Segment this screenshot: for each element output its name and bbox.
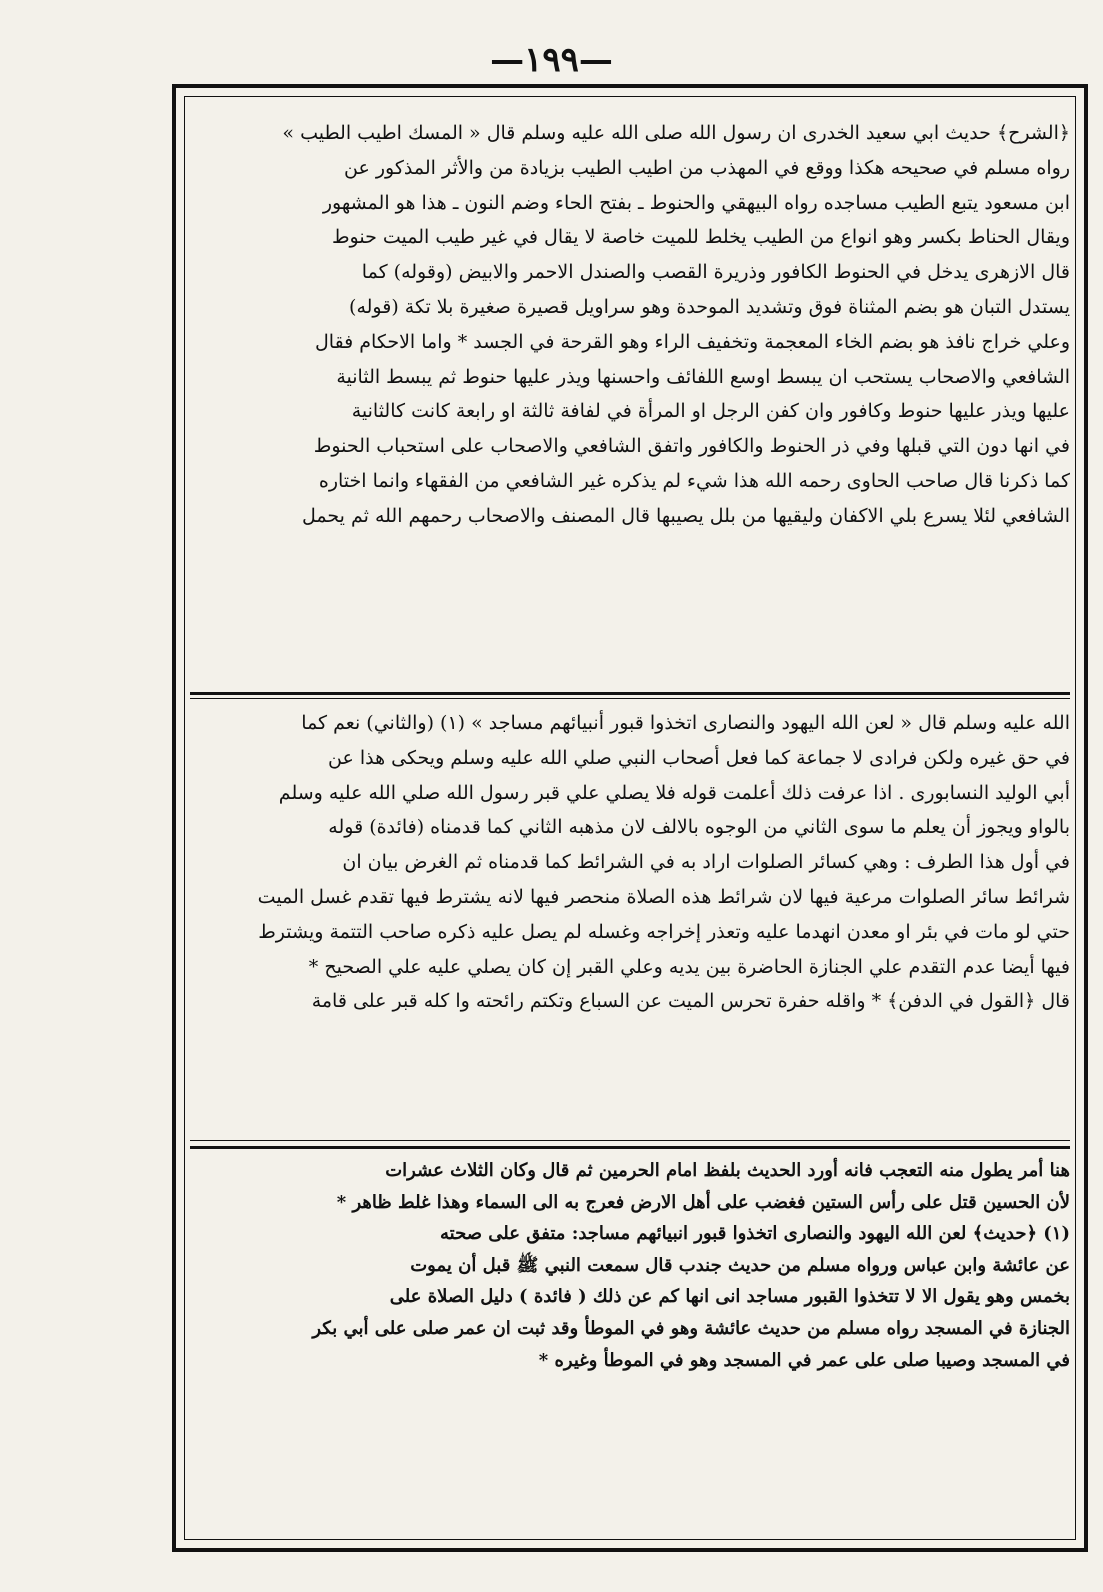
commentary-line: ابن مسعود يتبع الطيب مساجده رواه البيهقي والحنوط ـ بفتح الحاء وضم النون ـ هذا هو المشهور	[322, 191, 1070, 214]
commentary-line: قال الازهرى يدخل في الحنوط الكافور وذريرة القصب والصندل الاحمر والابيض (وقوله) كما	[361, 261, 1070, 284]
middle-line: في أول هذا الطرف : وهي كسائر الصلوات اراد به في الشرائط كما قدمناه ثم الغرض بيان ان	[342, 851, 1070, 874]
commentary-line: في انها دون التي قبلها وفي ذر الحنوط والكافور واتفق الشافعي والاصحاب على استحباب الحنوط	[313, 435, 1070, 458]
notes-line: بخمس وهو يقول الا لا تتخذوا القبور مساجد انى انها كم عن ذلك ( فائدة ) دليل الصلاة على	[389, 1286, 1070, 1308]
notes-line: الجنازة في المسجد رواه مسلم من حديث عائشة وهو في الموطأ وقد ثبت ان عمر صلى على أبي بكر	[312, 1317, 1070, 1339]
middle-line: فيها أيضا عدم التقدم علي الجنازة الحاضرة بين يديه وعلي القبر إن كان يصلي عليه علي الصحيح *	[308, 955, 1070, 978]
divider-top-thin	[190, 698, 1070, 699]
commentary-line: عليها ويذر عليها حنوط وكافور وان كفن الرجل او المرأة في لفافة ثالثة او رابعة كانت كالثانية	[351, 400, 1070, 423]
divider-bottom-thin	[190, 1140, 1070, 1141]
middle-line: أبي الوليد النسابورى . اذا عرفت ذلك أعلمت قوله فلا يصلي علي قبر رسول الله صلي الله عليه وسلم	[278, 781, 1070, 804]
commentary-line: الشافعي والاصحاب يستحب ان يبسط اوسع اللفائف واحسنها ويذر عليها حنوط ثم يبسط الثانية	[336, 365, 1070, 388]
commentary-line: وعلي خراج نافذ هو بضم الخاء المعجمة وتخفيف الراء وهو القرحة في الجسد * واما الاحكام فقال	[314, 330, 1070, 353]
middle-line: قال ﴿القول في الدفن﴾ * واقله حفرة تحرس الميت عن السباع وتكتم رائحته وا كله قبر على قامة	[311, 990, 1070, 1013]
middle-line: بالواو ويجوز أن يعلم ما سوى الثاني من الوجوه بالالف لان مذهبه الثاني كما قدمناه (فائدة) قوله	[328, 816, 1070, 839]
commentary-line: كما ذكرنا قال صاحب الحاوى رحمه الله هذا شيء لم يذكره غير الشافعي من الفقهاء وانما اختاره	[318, 469, 1070, 492]
middle-line: في حق غيره ولكن فرادى لا جماعة كما فعل أصحاب النبي صلي الله عليه وسلم ويحكى هذا عن	[328, 746, 1070, 769]
divider-top	[190, 692, 1070, 695]
page-number: —١٩٩—	[490, 40, 613, 80]
notes-line: لأن الحسين قتل على رأس الستين فغضب على أهل الارض فعرج به الى السماء وهذا غلط ظاهر *	[336, 1191, 1070, 1213]
middle-line: الله عليه وسلم قال « لعن الله اليهود والنصارى اتخذوا قبور أنبيائهم مساجد » (١) (والثاني) نعم كما	[301, 712, 1070, 734]
footnotes-section	[190, 1150, 1070, 1371]
commentary-line: رواه مسلم في صحيحه هكذا ووقع في المهذب من اطيب الطيب بزيادة من والأثر المذكور عن	[344, 156, 1070, 179]
commentary-line: يستدل التبان هو بضم المثناة فوق وتشديد الموحدة وهو سراويل قصيرة صغيرة بلا تكة (قوله)	[349, 295, 1070, 318]
notes-line: هنا أمر يطول منه التعجب فانه أورد الحديث بلفظ امام الحرمين ثم قال وكان الثلاث عشرات	[385, 1160, 1070, 1181]
middle-section	[190, 700, 1070, 1013]
commentary-line: الشافعي لئلا يسرع بلي الاكفان وليقيها من بلل يصيبها قال المصنف والاصحاب رحمهم الله ثم يحمل	[302, 504, 1070, 527]
divider-bottom	[190, 1146, 1070, 1149]
middle-line: حتي لو مات في بئر او معدن انهدما عليه وتعذر إخراجه وغسله لم يصل عليه ذكره صاحب التتمة ويشترط	[258, 920, 1070, 943]
notes-line: في المسجد وصيبا صلى على عمر في المسجد وهو في الموطأ وغيره *	[538, 1349, 1070, 1371]
commentary-line: ﴿الشرح﴾ حديث ابي سعيد الخدرى ان رسول الله صلى الله عليه وسلم قال « المسك اطيب الطيب »	[282, 122, 1070, 144]
commentary-line: ويقال الحناط بكسر وهو انواع من الطيب يخلط للميت خاصة لا يقال في غير طيب الميت حنوط	[331, 226, 1070, 249]
commentary-section	[190, 110, 1070, 528]
notes-line: عن عائشة وابن عباس ورواه مسلم من حديث جندب قال سمعت النبي ﷺ قبل أن يموت	[410, 1254, 1070, 1276]
middle-line: شرائط سائر الصلوات مرعية فيها لان شرائط هذه الصلاة منحصر فيها لانه يشترط فيها تقدم غسل الميت	[257, 885, 1070, 908]
notes-line: (١) ﴿حديث﴾ لعن الله اليهود والنصارى اتخذوا قبور انبيائهم مساجد: متفق على صحته	[440, 1223, 1070, 1245]
page-frame	[172, 84, 1088, 1552]
